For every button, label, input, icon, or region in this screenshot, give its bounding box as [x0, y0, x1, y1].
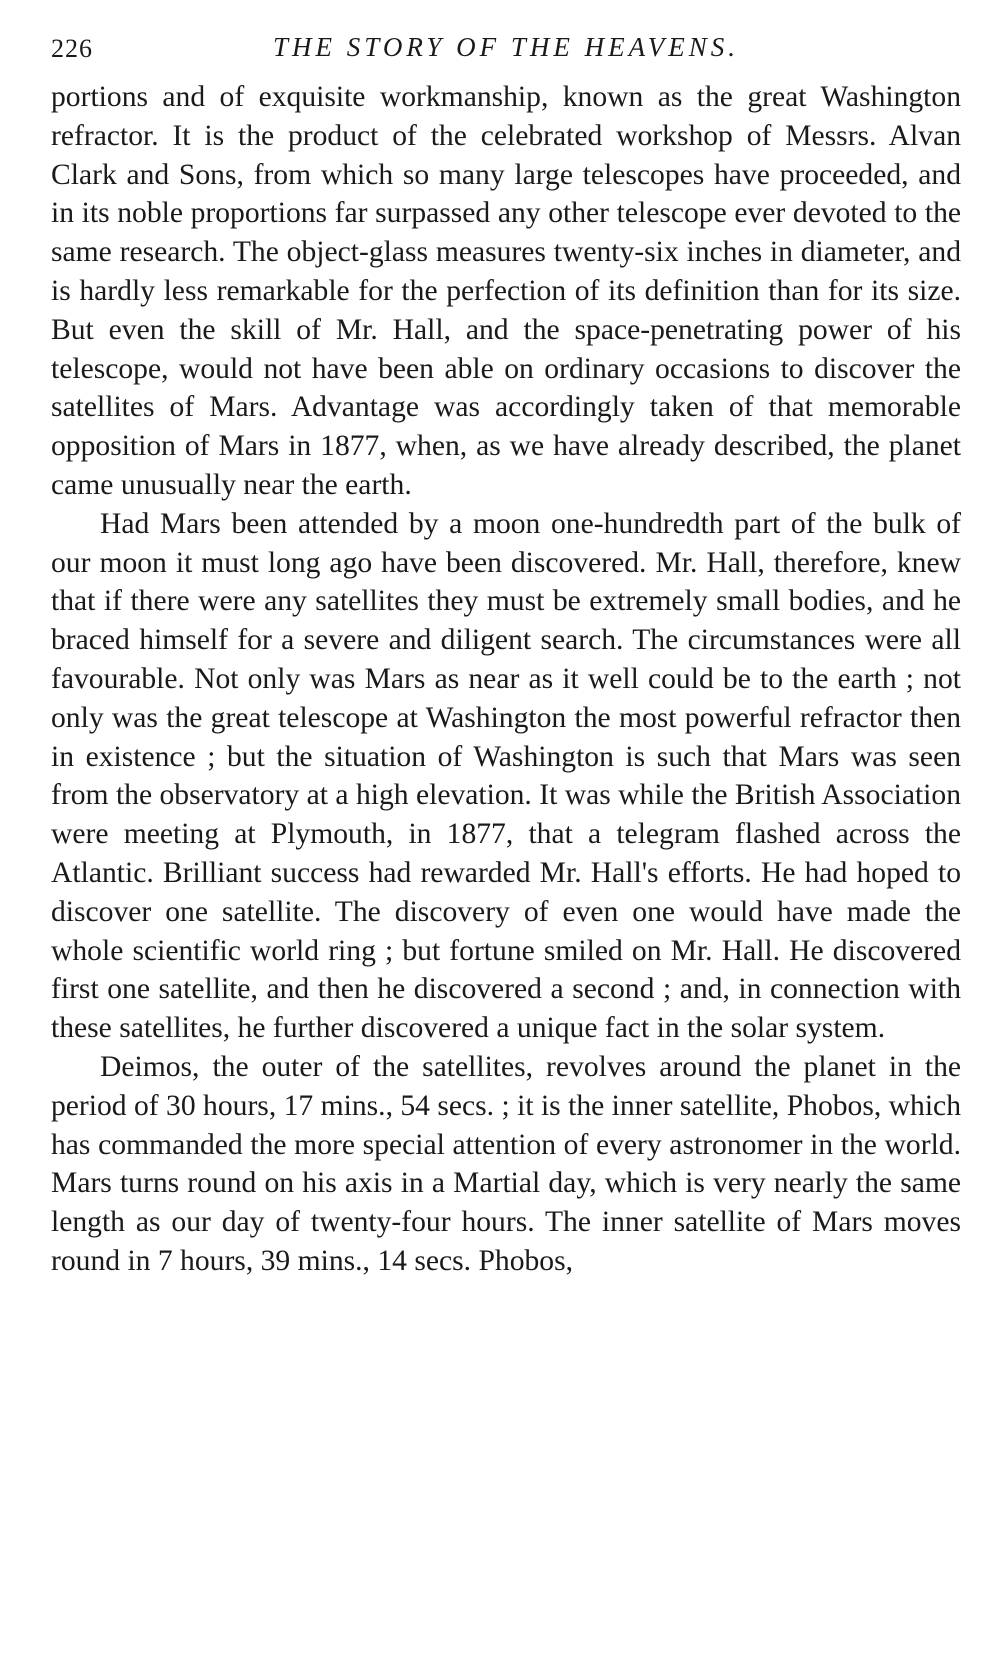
body-text — [51, 78, 961, 1281]
paragraph-mars-moon-search: Had Mars been attended by a moon one-hundredth part of the bulk of our moon it must long ago have been discovered. Mr. Hall, therefore, knew that if there were any satellites they must be extremely small bodies, and he braced himself for a severe and diligent search. The circumstances were all favourable. Not only was Mars as near as it well could be to the earth ; not only was the great telescope at Washington the most powerful refractor then in existence ; but the situation of Washington is such that Mars was seen from the observatory at a high elevation. It was while the British Association were meeting at Plymouth, in 1877, that a telegram flashed across the Atlantic. Brilliant success had rewarded Mr. Hall's efforts. He had hoped to discover one satellite. The discovery of even one would have made the whole scientific world ring ; but fortune smiled on Mr. Hall. He discovered first one satellite, and then he discovered a second ; and, in connection with these satellites, he further discovered a unique fact in the solar system. — [51, 507, 961, 1045]
paragraph-continued: portions and of exquisite workmanship, known as the great Washington refractor. It is the product of the celebrated workshop of Messrs. Alvan Clark and Sons, from which so many large telescopes have proceeded, and in its noble proportions far surpassed any other telescope ever devoted to the same research. The object-glass measures twenty-six inches in diameter, and is hardly less remarkable for the perfection of its definition than for its size. But even the skill of Mr. Hall, and the space-penetrating power of his telescope, would not have been able on ordinary occasions to discover the satellites of Mars. Advantage was accordingly taken of that memorable opposition of Mars in 1877, when, as we have already described, the planet came unusually near the earth. — [51, 81, 961, 501]
running-head — [51, 28, 961, 78]
book-page — [51, 28, 961, 1281]
running-title: THE STORY OF THE HEAVENS. — [273, 32, 739, 62]
page-number: 226 — [51, 34, 93, 63]
paragraph-deimos-phobos: Deimos, the outer of the satellites, revolves around the planet in the period of 30 hours, 17 mins., 54 secs. ; it is the inner satellite, Phobos, which has commanded the more special attention of every astronomer in the world. Mars turns round on his axis in a Martial day, which is very nearly the same length as our day of twenty-four hours. The inner satellite of Mars moves round in 7 hours, 39 mins., 14 secs. Phobos, — [51, 1050, 961, 1277]
